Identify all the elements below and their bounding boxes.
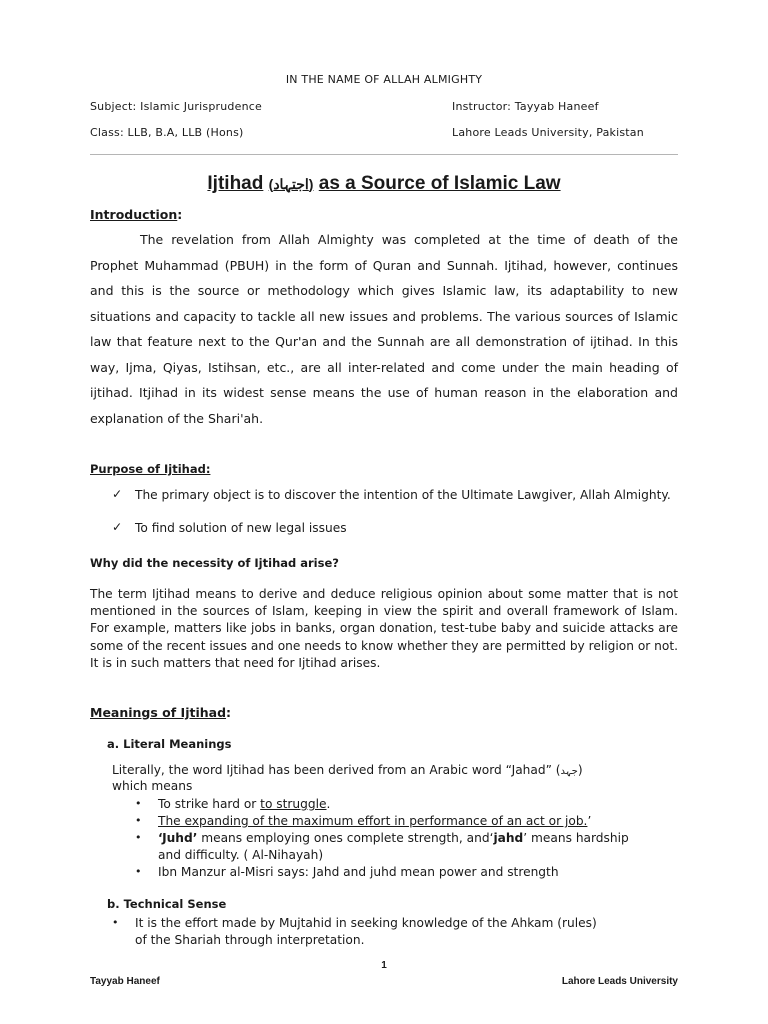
check-icon: ✓ [112, 487, 123, 501]
technical-bullet-1-line2: of the Shariah through interpretation. [135, 933, 365, 947]
bullet-icon: • [135, 814, 142, 827]
bullet-icon: • [135, 865, 142, 878]
title-part2: as a Source of Islamic Law [318, 173, 561, 194]
literal-bullet-1-prefix: To strike hard or [158, 797, 261, 811]
class-label: Class: LLB, B.A, LLB (Hons) [90, 126, 244, 139]
literal-intro-prefix: Literally, the word Ijtihad has been derived from an Arabic word “Jahad” ( [112, 763, 561, 777]
title-arabic: (اجتہاد) [268, 176, 314, 192]
literal-bullet-3-jahd: jahd [493, 831, 524, 845]
introduction-heading [90, 207, 182, 222]
instructor-label: Instructor: Tayyab Haneef [452, 100, 599, 113]
header-top-line: IN THE NAME OF ALLAH ALMIGHTY [285, 73, 483, 86]
technical-sense-heading: b. Technical Sense [107, 897, 227, 911]
subject-label: Subject: Islamic Jurisprudence [90, 100, 262, 113]
introduction-heading-colon: : [177, 207, 183, 222]
footer-university: Lahore Leads University [561, 976, 678, 987]
literal-bullet-1 [158, 796, 330, 812]
necessity-heading: Why did the necessity of Ijtihad arise? [90, 556, 339, 570]
literal-bullet-3-rest: ’ means hardship [523, 831, 629, 845]
header-divider [90, 154, 678, 155]
literal-bullet-3-juhd: ‘Juhd’ [158, 831, 198, 845]
check-icon: ✓ [112, 520, 123, 534]
literal-intro-suffix: ) [577, 763, 583, 777]
literal-bullet-3 [158, 830, 629, 846]
literal-bullet-4: Ibn Manzur al-Misri says: Jahd and juhd mean power and strength [158, 865, 559, 879]
literal-intro [112, 762, 678, 780]
purpose-heading: Purpose of Ijtihad: [90, 462, 211, 476]
footer-author: Tayyab Haneef [90, 976, 160, 987]
necessity-paragraph: The term Ijtihad means to derive and deduce religious opinion about some matter that is not mentioned in the sources of Islam, keeping in view the spirit and overall framework of Islam. For example, matters like jobs in banks, organ donation, test-tube baby and suicide attacks are some of the recent issues and one needs to know whether they are permitted by religion or not. It is in such matters that need for Ijtihad arises. [90, 587, 679, 670]
university-label: Lahore Leads University, Pakistan [452, 126, 644, 139]
meanings-heading-text: Meanings of Ijtihad [90, 705, 227, 720]
literal-bullet-2 [158, 813, 591, 829]
bullet-icon: • [112, 916, 119, 929]
literal-bullet-2-text: The expanding of the maximum effort in performance of an act or job. [158, 814, 588, 828]
bullet-icon: • [135, 831, 142, 844]
page-number: 1 [381, 960, 387, 971]
page-title [0, 173, 768, 195]
introduction-paragraph: The revelation from Allah Almighty was completed at the time of death of the Prophet Muhammad (PBUH) in the form of Quran and Sunnah. Ijtihad, however, continues and this is the source or methodology which gives Islamic law, its adaptability to new situations and capacity to tackle all new issues and problems. The various sources of Islamic law that feature next to the Qur'an and the Sunnah are all demonstration of ijtihad. In this way, Ijma, Qiyas, Istihsan, etc., are all inter-related and come under the main heading of ijtihad. Itjihad in its widest sense means the use of human reason in the elaboration and explanation of the Shari'ah. [90, 232, 678, 426]
literal-bullet-2-suffix: ’ [587, 814, 592, 828]
introduction-heading-text: Introduction [90, 207, 178, 222]
literal-bullet-3-mid: means employing ones complete strength, and‘ [197, 831, 494, 845]
literal-bullet-1-link: to struggle [260, 797, 327, 811]
meanings-heading [90, 705, 231, 720]
literal-intro-line2: which means [112, 779, 193, 793]
title-part1: Ijtihad [207, 173, 264, 194]
literal-bullet-3-line2: and difficulty. ( Al-Nihayah) [158, 848, 324, 862]
meanings-heading-colon: : [226, 705, 232, 720]
literal-meanings-heading: a. Literal Meanings [107, 737, 232, 751]
purpose-item: The primary object is to discover the intention of the Ultimate Lawgiver, Allah Almighty. [135, 488, 671, 502]
purpose-item: To find solution of new legal issues [135, 521, 347, 535]
bullet-icon: • [135, 797, 142, 810]
literal-bullet-1-suffix: . [326, 797, 331, 811]
literal-intro-arabic: جہد [560, 766, 578, 777]
technical-bullet-1: It is the effort made by Mujtahid in seeking knowledge of the Ahkam (rules) [135, 916, 597, 930]
